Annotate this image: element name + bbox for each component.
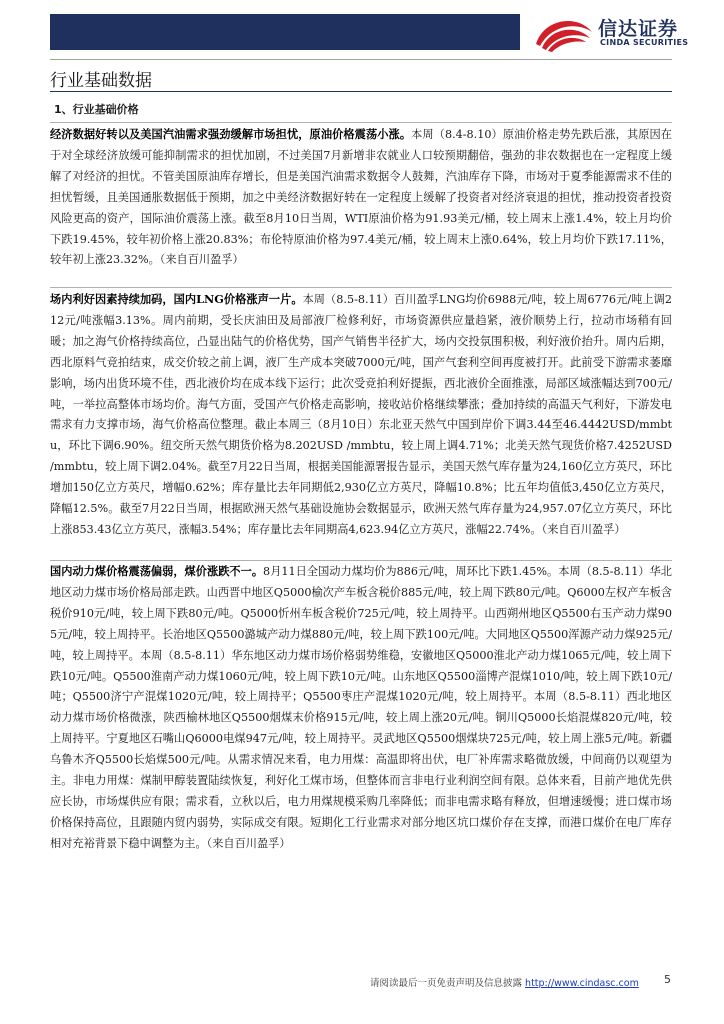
section-title-rule xyxy=(50,91,672,92)
paragraph-body: 本周（8.5-8.11）百川盈孚LNG均价6988元/吨，较上周6776元/吨上调212元/吨涨幅3.13%。周内前期，受长庆油田及局部液厂检修利好，市场资源供应量趋紧，液价顺势上行，拉动市场稍有回暖；加之海气价格持续高位，凸显出陆气的价格优势，国产气销售半径扩大，场内交投氛围积极，利好液价抬升。周内后期，西北原料气竞拍结束，成交价较之前上调，液厂生产成本突破7000元/吨，国产气套利空间再度被打开。此前受下游需求萎靡影响，场内出货环境不佳，西北液价均在成本线下运行；此次受竞拍利好提振，西北液价全面推涨，局部区域涨幅达到700元/吨，一举拉高整体市场均价。海气方面，受国产气价格走高影响，接收站价格继续攀涨；叠加持续的高温天气利好，下游发电需求有力支撑市场，海气价格高位整理。截止本周三（8月10日）东北亚天然气中国到岸价下调3.44至46.4442USD/mmbtu，环比下调6.90%。纽交所天然气期货价格为8.202USD /mmbtu，较上周上调4.71%；北美天然气现货价格7.4252USD /mmbtu，较上周下调2.04%。截至7月22日当周，根据美国能源署报告显示，美国天然气库存量为24,160亿立方英尺，环比增加150亿立方英尺，增幅0.62%；库存量比去年同期低2,930亿立方英尺，降幅10.8%；比五年均值低3,450亿立方英尺，降幅12.5%。截至7月22日当周，根据欧洲天然气基础设施协会数据显示，欧洲天然气库存量为24,957.07亿立方英尺，环比上涨853.43亿立方英尺，涨幅3.54%；库存量比去年同期高4,623.94亿立方英尺，涨幅22.74%。（来自百川盈孚） xyxy=(50,293,672,536)
paragraph-lead: 经济数据好转以及美国汽油需求强劲缓解市场担忧，原油价格震荡小涨。 xyxy=(50,127,412,141)
paragraph-lead: 国内动力煤价格震荡偏弱，煤价涨跌不一。 xyxy=(50,564,264,578)
logo-emblem xyxy=(536,21,592,52)
paragraph-body: 8月11日全国动力煤均价为886元/吨，周环比下跌1.45%。本周（8.5-8.11）华北地区动力煤市场价格局部走跌。山西晋中地区Q5000榆次产车板含税价885元/吨，较上周下跌80元/吨。Q6000左权产车板含税价910元/吨，较上周下跌80元/吨。Q5000忻州车板含税价725元/吨，较上周持平。山西朔州地区Q5500右玉产动力煤905元/吨，较上周持平。长治地区Q5500潞城产动力煤880元/吨，较上周下跌100元/吨。大同地区Q5500浑源产动力煤925元/吨，较上周持平。本周（8.5-8.11）华东地区动力煤市场价格弱势维稳，安徽地区Q5000淮北产动力煤1065元/吨，较上周下跌10元/吨。Q5500淮南产动力煤1060元/吨，较上周下跌10元/吨。山东地区Q5500淄博产混煤1010/吨，较上周下跌10元/吨；Q5500济宁产混煤1020元/吨，较上周持平；Q5500枣庄产混煤1020元/吨，较上周持平。本周（8.5-8.11）西北地区动力煤市场价格微涨，陕西榆林地区Q5500烟煤末价格915元/吨，较上周上涨20元/吨。铜川Q5000长焰混煤820元/吨，较上周持平。宁夏地区石嘴山Q6000电煤947元/吨，较上周持平。灵武地区Q5500烟煤块725元/吨，较上周上涨5元/吨。新疆乌鲁木齐Q5500长焰煤500元/吨。从需求情况来看，电力用煤：高温即将出伏，电厂补库需求略微放缓，中间商仍以观望为主。非电力用煤：煤制甲醇装置陆续恢复，利好化工煤市场，但整体而言非电行业利润空间有限。总体来看，目前产地优先供应长协，市场煤供应有限；需求看，立秋以后，电力用煤规模采购几率降低；而非电需求略有释放，但增速缓慢；进口煤市场价格保持高位，且跟随内贸内弱势，实际成交有限。短期化工行业需求对部分地区坑口煤价存在支撑，而港口煤价在电厂库存相对充裕背景下稳中调整为主。（来自百川盈孚） xyxy=(50,565,672,850)
header-banner xyxy=(50,14,520,50)
company-name: 信达证券 xyxy=(598,18,679,40)
paragraph-separator xyxy=(50,122,672,123)
company-name-en: CINDA SECURITIES xyxy=(600,38,689,47)
paragraph-body: 本周（8.4-8.10）原油价格走势先跌后涨，其原因在于对全球经济放缓可能抑制需求的担忧加剧，不过美国7月新增非农就业人口较预期翻倍，强劲的非农数据也在一定程度上缓解了对经济的担忧。不管美国原油库存增长，但是美国汽油需求数据令人鼓舞，汽油库存下降，市场对于夏季能源需求不佳的担忧暂缓，且美国通胀数据低于预期，加之中美经济数据好转在一定程度上缓解了投资者对经济衰退的担忧，推动投资者投资风险更高的资产，国际油价震荡上涨。截至8月10日当周，WTI原油价格为91.93美元/桶，较上周末上涨1.4%，较上月均价下跌19.45%，较年初价格上涨20.83%；布伦特原油价格为97.4美元/桶，较上周末上涨0.64%，较上月均价下跌17.11%，较年初上涨23.32%。（来自百川盈孚） xyxy=(50,128,672,267)
subsection-title: 1、行业基础价格 xyxy=(54,103,139,116)
paragraph-lng xyxy=(50,289,672,541)
paragraph-thermal-coal xyxy=(50,561,672,855)
footer xyxy=(370,975,639,989)
paragraph-separator xyxy=(50,287,672,288)
paragraph-lead: 场内利好因素持续加码，国内LNG价格涨声一片。 xyxy=(50,292,303,306)
footer-disclaimer-note: 请阅读最后一页免责声明及信息披露 xyxy=(370,978,523,989)
section-title: 行业基础数据 xyxy=(50,71,152,91)
paragraph-crude-oil xyxy=(50,124,672,271)
page-number: 5 xyxy=(664,973,671,986)
footer-website-link[interactable]: http://www.cindasc.com xyxy=(525,978,639,989)
header-rule xyxy=(50,59,672,60)
